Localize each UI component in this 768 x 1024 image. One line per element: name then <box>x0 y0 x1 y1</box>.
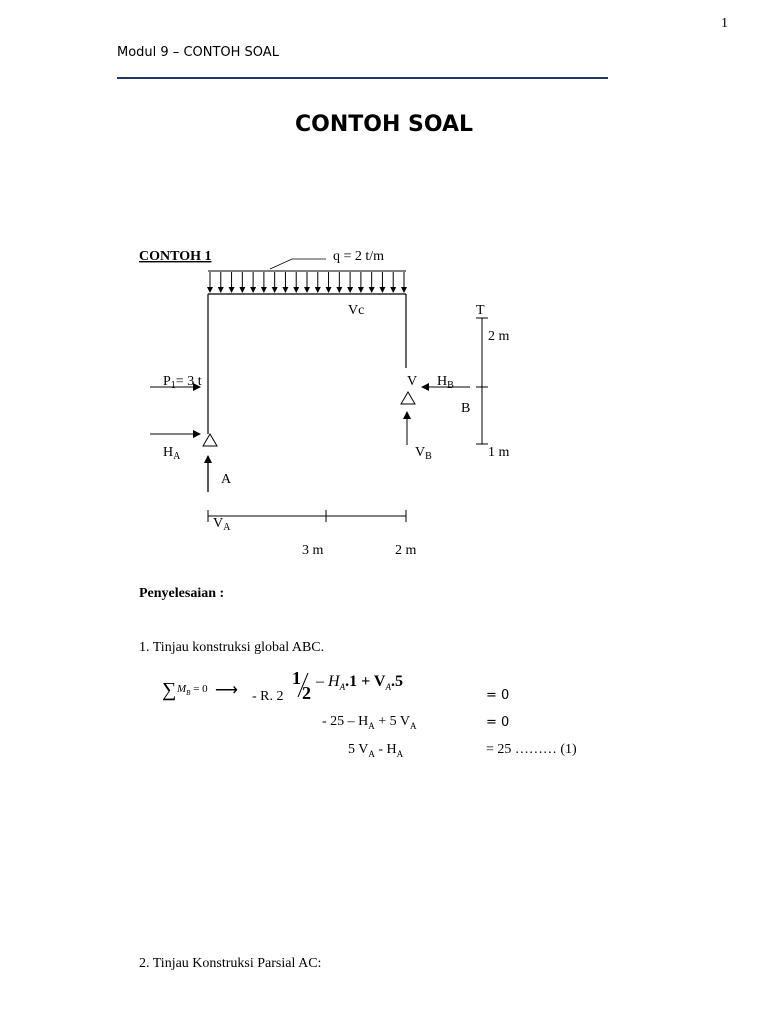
equation-1-rhs: = 0 <box>486 688 510 703</box>
frame-diagram <box>0 230 768 570</box>
document-title: CONTOH SOAL <box>294 112 474 137</box>
r-term: - R. 2 <box>252 689 284 704</box>
solution-heading: Penyelesaian : <box>139 586 225 601</box>
equation-3-lhs: 5 $V_A - H_A$ <box>348 742 404 759</box>
dim-2m-bottom-label: 2 m <box>395 543 417 558</box>
sum-symbol: ∑ <box>162 679 177 701</box>
step2-text: 2. Tinjau Konstruksi Parsial AC: <box>139 956 322 971</box>
dim-2m-right-label: 2 m <box>488 329 510 344</box>
equation-2-rhs: = 0 <box>486 715 510 730</box>
load-q-label: q = 2 t/m <box>333 249 385 264</box>
header-title: Modul 9 – CONTOH SOAL <box>117 45 279 60</box>
v-letter-label: V <box>407 374 418 389</box>
p1-label: $P_1= 3$ t <box>163 374 202 391</box>
header-rule <box>117 77 608 79</box>
moment-label: $M_B = 0$ <box>177 683 208 698</box>
vb-label: $V_B$ <box>415 445 432 462</box>
vc-label: Vc <box>348 303 365 318</box>
a-label: A <box>221 472 232 487</box>
support-b-icon <box>401 392 415 404</box>
ha-label: $H_A$ <box>163 445 181 462</box>
step1-text: 1. Tinjau konstruksi global ABC. <box>139 640 325 655</box>
hb-label: $H_B$ <box>437 374 454 391</box>
b-label: B <box>461 401 471 416</box>
frame-members <box>208 294 406 434</box>
equation-1-rest: – $H_A.1 + V_A.5$ <box>316 673 403 693</box>
support-a-icon <box>203 434 217 446</box>
equation-3-rhs: = 25 ……… (1) <box>486 742 577 757</box>
example-label: CONTOH 1 <box>139 249 212 264</box>
page-number: 1 <box>721 16 728 31</box>
va-label: $V_A$ <box>213 516 231 533</box>
equation-arrow-icon: ⟶ <box>215 682 238 699</box>
dim-3m-label: 3 m <box>302 543 324 558</box>
dim-1m-label: 1 m <box>488 445 510 460</box>
horizontal-dimension <box>208 510 406 522</box>
equation-2-lhs: - $25 - H_A + 5$ $V_A$ <box>322 714 417 731</box>
t-label: T <box>476 303 485 318</box>
half-denominator: 2 <box>302 683 311 703</box>
half-numerator: 1 <box>292 668 301 688</box>
vertical-dimension <box>476 318 488 444</box>
